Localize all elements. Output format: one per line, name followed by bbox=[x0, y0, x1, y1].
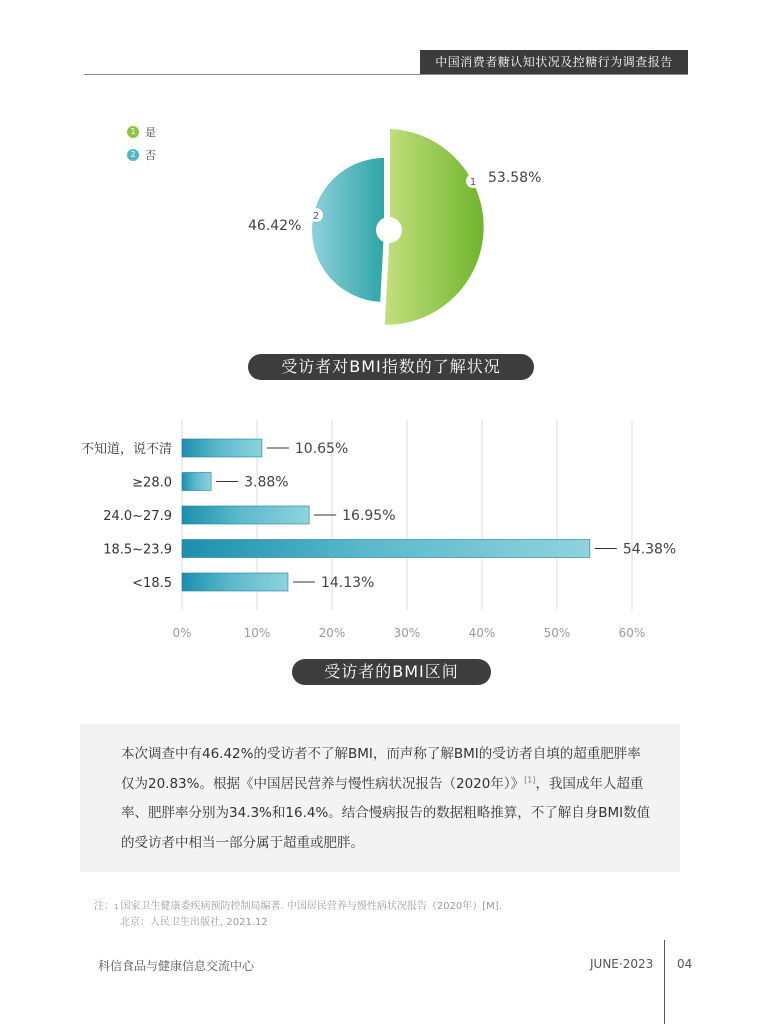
header-rule bbox=[84, 74, 688, 75]
pie-center-hole bbox=[376, 217, 402, 243]
summary-paragraph bbox=[121, 740, 651, 858]
summary-text-part2: ，我国成年人超重率、肥胖率分别为34.3%和16.4%。结合慢病报告的数据粗略推算，不了解自身BMI数值的受访者中相当一部分属于超重或肥胖。 bbox=[121, 775, 651, 851]
legend-item-no bbox=[127, 148, 156, 162]
data-label-1: 3.88% bbox=[244, 474, 289, 491]
footnote bbox=[94, 899, 502, 931]
data-label-2: 16.95% bbox=[342, 508, 396, 524]
bmi-awareness-pie bbox=[300, 120, 500, 330]
pie-label-no: 46.42% bbox=[248, 218, 302, 234]
reference-marker: [1] bbox=[524, 775, 536, 784]
pie-slice-no bbox=[312, 158, 384, 302]
report-title: 中国消费者糖认知状况及控糖行为调查报告 bbox=[420, 50, 688, 74]
bar-3 bbox=[182, 540, 590, 558]
footnote-prefix: 注： bbox=[94, 901, 114, 912]
x-tick-label-2: 20% bbox=[318, 626, 346, 640]
footnote-line1: 国家卫生健康委疾病预防控制局编著. 中国居民营养与慢性病状况报告（2020年）[M]. bbox=[120, 901, 502, 912]
x-tick-label-0: 0% bbox=[172, 626, 192, 640]
pie-chart-title-text: 受访者对BMI指数的了解状况 bbox=[281, 357, 501, 376]
summary-text-box bbox=[80, 724, 680, 872]
bar-0 bbox=[182, 439, 262, 457]
category-label-4: <18.5 bbox=[132, 576, 172, 591]
x-tick-label-5: 50% bbox=[543, 626, 571, 640]
pie-legend bbox=[127, 125, 156, 171]
legend-item-yes bbox=[127, 125, 156, 139]
legend-label-no: 否 bbox=[145, 149, 156, 162]
data-label-4: 14.13% bbox=[320, 575, 375, 591]
footer-organization: 科信食品与健康信息交流中心 bbox=[98, 959, 255, 973]
legend-marker-1: 1 bbox=[127, 126, 139, 138]
bar-2 bbox=[182, 506, 309, 524]
category-label-2: 24.0~27.9 bbox=[103, 509, 172, 524]
footer-date: JUNE·2023 bbox=[590, 957, 654, 971]
x-tick-label-6: 60% bbox=[618, 626, 646, 640]
footer-divider bbox=[664, 940, 665, 1024]
bmi-range-bar-chart bbox=[0, 410, 760, 650]
bar-chart-title-text: 受访者的BMI区间 bbox=[324, 662, 459, 681]
footnote-number: 1 bbox=[114, 903, 119, 911]
bar-4 bbox=[182, 573, 288, 591]
category-label-1: ≥28.0 bbox=[132, 475, 172, 491]
data-label-3: 54.38% bbox=[622, 541, 677, 558]
pie-chart-title bbox=[248, 354, 534, 380]
pie-label-yes: 53.58% bbox=[488, 170, 542, 186]
x-tick-label-4: 40% bbox=[468, 626, 496, 640]
legend-marker-2: 2 bbox=[127, 149, 139, 161]
x-tick-label-1: 10% bbox=[243, 626, 271, 640]
data-label-0: 10.65% bbox=[294, 441, 349, 457]
summary-text-part1: 本次调查中有46.42%的受访者不了解BMI，而声称了解BMI的受访者自填的超重肥胖率仅为20.83%。根据《中国居民营养与慢性病状况报告（2020年）》 bbox=[121, 746, 641, 792]
x-tick-label-3: 30% bbox=[393, 626, 421, 640]
page-number: 04 bbox=[677, 957, 693, 971]
pie-marker-yes-num: 1 bbox=[469, 177, 477, 188]
pie-marker-no-num: 2 bbox=[312, 211, 320, 222]
legend-label-yes: 是 bbox=[145, 126, 156, 139]
category-label-0: 不知道，说不清 bbox=[80, 442, 172, 457]
footnote-line2: 北京：人民卫生出版社, 2021.12 bbox=[120, 917, 268, 928]
category-label-3: 18.5~23.9 bbox=[103, 542, 172, 558]
bar-chart-title bbox=[292, 659, 491, 685]
bar-1 bbox=[182, 473, 211, 491]
